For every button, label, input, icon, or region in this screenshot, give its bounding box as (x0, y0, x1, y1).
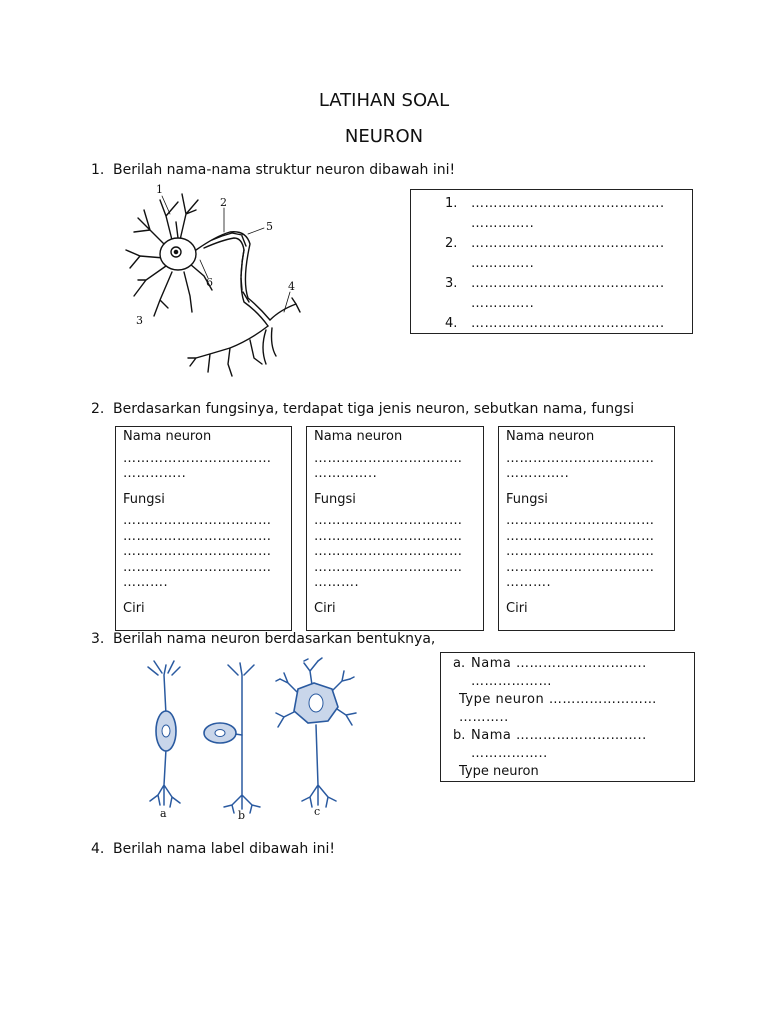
answer-row-2 (445, 234, 682, 274)
ciri-label: Ciri (506, 600, 528, 616)
neuron-label-1: 1 (156, 183, 163, 196)
question-3-number: 3. (91, 631, 105, 647)
answer-row-1 (445, 194, 682, 234)
neuron-type-box-1[interactable] (115, 426, 292, 631)
neuron-structure-figure (120, 180, 320, 390)
question-1-number: 1. (91, 162, 105, 178)
nama-neuron-label: Nama neuron (314, 429, 403, 444)
answer-dots: ……………………………………. (471, 276, 665, 291)
answer-dots: …………………………… (314, 513, 463, 528)
question-2-text: Berdasarkan fungsinya, terdapat tiga jenis neuron, sebutkan nama, fungsi (113, 401, 635, 417)
answer-dots: ……………… (471, 674, 552, 689)
question-2-number: 2. (91, 401, 105, 417)
answer-dots: ………. (506, 575, 552, 590)
question-1 (91, 162, 455, 178)
question-3-text: Berilah nama neuron berdasarkan bentuknya, (113, 631, 436, 647)
answer-dots: …………………………… (123, 559, 272, 575)
shape-answer-b (453, 727, 686, 763)
answer-dots: ……………………………………. (471, 236, 665, 251)
fungsi-label: Fungsi (314, 491, 356, 507)
question-4-text: Berilah nama label dibawah ini! (113, 841, 335, 857)
answer-dots: …………………………… (314, 528, 463, 544)
answer-dots: …………………………… (314, 559, 463, 575)
question-4-number: 4. (91, 841, 105, 857)
type-neuron-line: Type neuron (459, 764, 539, 779)
neuron-label-4: 4 (288, 280, 295, 293)
neuron-label-3: 3 (136, 314, 143, 327)
neuron-shapes-figure (128, 655, 368, 825)
answer-dots: ………….. (471, 256, 535, 271)
answer-number: 1. (445, 196, 458, 211)
answer-dots: …………………………… (506, 450, 655, 466)
answer-dots: …………………………… (506, 559, 655, 575)
answer-dots: ……………………………………. (471, 316, 665, 331)
answer-number: a. (453, 656, 466, 671)
answer-dots: …………………………… (506, 513, 655, 528)
neuron-label-2: 2 (220, 196, 227, 209)
answer-dots: …………………………… (123, 544, 272, 559)
fungsi-label: Fungsi (123, 491, 165, 507)
answer-dots: ………….. (506, 466, 570, 481)
question-4 (91, 841, 335, 857)
shape-label-c: c (314, 805, 321, 818)
answer-dots: ……………………………………. (471, 196, 665, 211)
answer-dots: …………………………… (314, 450, 463, 466)
nama-line: Nama ……………………….. (471, 656, 647, 671)
neuron-label-6: 6 (206, 276, 213, 289)
shape-answer-a (453, 655, 686, 691)
neuron-type-box-2[interactable] (306, 426, 484, 631)
answer-dots: …………………………… (123, 528, 272, 544)
nama-neuron-label: Nama neuron (506, 429, 595, 444)
answer-dots: ………. (314, 575, 360, 590)
answer-number: 2. (445, 236, 458, 251)
answer-number: 3. (445, 276, 458, 291)
question-2 (91, 401, 634, 417)
answer-row-3 (445, 274, 682, 314)
shape-label-b: b (238, 809, 246, 822)
shape-label-a: a (160, 807, 167, 820)
question-1-answer-box[interactable] (410, 189, 693, 334)
type-neuron-line: Type neuron …………………… (459, 692, 657, 707)
ciri-label: Ciri (123, 600, 145, 616)
ciri-label: Ciri (314, 600, 336, 616)
question-3-answer-box[interactable] (440, 652, 695, 782)
answer-dots: ……….. (459, 710, 509, 725)
answer-dots: …………………………… (123, 450, 272, 466)
answer-dots: ………….. (123, 466, 187, 481)
answer-row-4 (445, 314, 682, 334)
answer-dots: …………………………… (314, 544, 463, 559)
title-line-2: NEURON (344, 126, 424, 147)
fungsi-label: Fungsi (506, 491, 548, 507)
answer-dots: ………….. (314, 466, 378, 481)
answer-dots: …………………………… (506, 544, 655, 559)
answer-dots: …………….. (471, 746, 548, 761)
answer-dots: ………. (123, 575, 169, 590)
neuron-type-box-3[interactable] (498, 426, 675, 631)
answer-dots: ………….. (471, 216, 535, 231)
nama-neuron-label: Nama neuron (123, 429, 212, 444)
question-3 (91, 631, 435, 647)
answer-dots: ………….. (471, 296, 535, 311)
title-line-1: LATIHAN SOAL (318, 90, 450, 111)
answer-dots: …………………………… (123, 513, 272, 528)
answer-dots: …………………………… (506, 528, 655, 544)
question-1-text: Berilah nama-nama struktur neuron dibawah ini! (113, 162, 456, 178)
neuron-label-5: 5 (266, 220, 273, 233)
answer-number: 4. (445, 316, 458, 331)
answer-number: b. (453, 728, 466, 743)
nama-line: Nama ……………………….. (471, 728, 647, 743)
